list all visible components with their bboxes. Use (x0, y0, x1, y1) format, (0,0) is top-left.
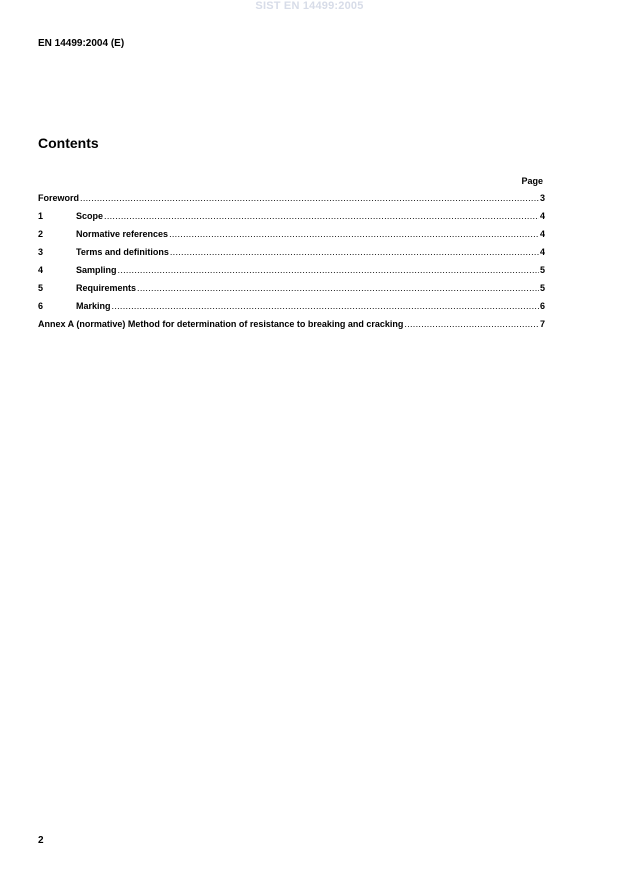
toc-entry-number: 4 (38, 265, 44, 275)
toc-entry-title: Marking (76, 301, 111, 311)
toc-entry-page: 3 (539, 193, 545, 203)
toc-entry-page: 7 (539, 319, 545, 329)
toc-entry-page: 4 (539, 247, 545, 257)
toc-entry-terms-and-definitions[interactable] (38, 247, 545, 265)
dot-leader (170, 247, 539, 257)
toc-entry-page: 4 (539, 211, 545, 221)
dot-leader (80, 193, 539, 203)
toc-entry-normative-references[interactable] (38, 229, 545, 247)
toc-entry-page: 5 (539, 283, 545, 293)
toc-entry-title: Normative references (76, 229, 169, 239)
dot-leader (169, 229, 539, 239)
page-column-heading: Page (521, 176, 543, 186)
toc-entry-marking[interactable] (38, 301, 545, 319)
toc-entry-title: Scope (76, 211, 104, 221)
toc-entry-requirements[interactable] (38, 283, 545, 301)
toc-entry-sampling[interactable] (38, 265, 545, 283)
dot-leader (404, 319, 539, 329)
watermark: SIST EN 14499:2005 (255, 0, 364, 12)
toc-entry-page: 4 (539, 229, 545, 239)
toc-entry-title: Foreword (38, 193, 80, 203)
contents-heading: Contents (38, 135, 99, 151)
toc-entry-title: Terms and definitions (76, 247, 169, 257)
toc-entry-title: Sampling (76, 265, 117, 275)
dot-leader (118, 265, 539, 275)
toc-entry-number: 5 (38, 283, 44, 293)
toc-entry-page: 6 (539, 301, 545, 311)
toc-entry-number: 6 (38, 301, 44, 311)
toc-entry-annex-a[interactable] (38, 319, 545, 337)
page-number: 2 (38, 835, 44, 846)
dot-leader (112, 301, 539, 311)
toc-entry-scope[interactable] (38, 211, 545, 229)
dot-leader (104, 211, 539, 221)
toc-entry-title: Annex A (normative) Method for determination of resistance to breaking and cracking (38, 319, 404, 329)
toc-entry-number: 3 (38, 247, 44, 257)
table-of-contents (38, 193, 545, 337)
dot-leader (137, 283, 539, 293)
toc-entry-foreword[interactable] (38, 193, 545, 211)
toc-entry-number: 2 (38, 229, 44, 239)
toc-entry-number: 1 (38, 211, 44, 221)
toc-entry-title: Requirements (76, 283, 137, 293)
document-id: EN 14499:2004 (E) (38, 38, 125, 49)
toc-entry-page: 5 (539, 265, 545, 275)
